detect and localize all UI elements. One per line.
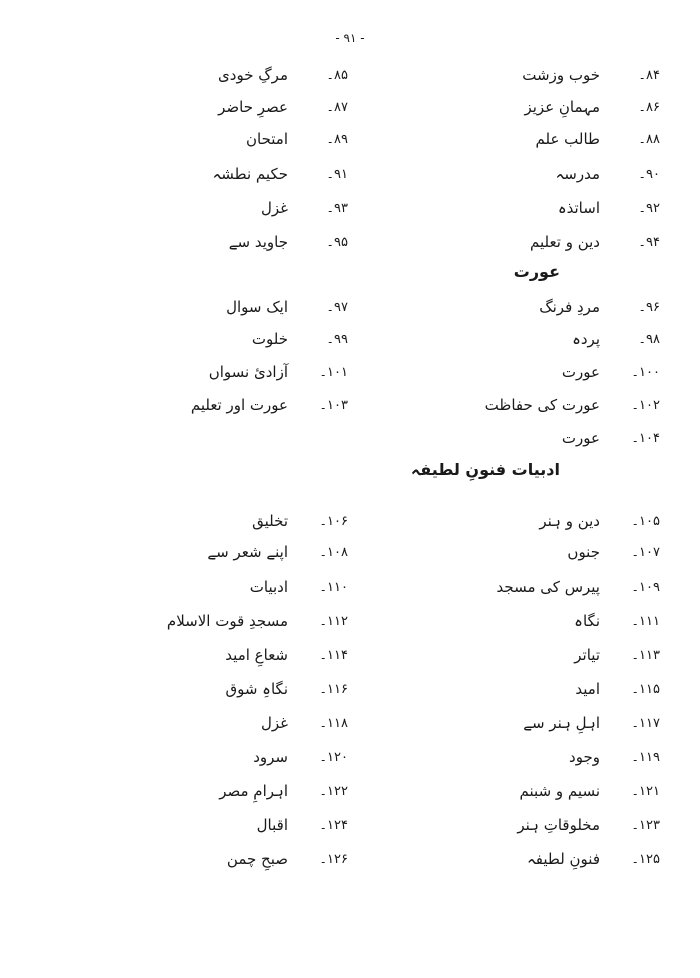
toc-entry <box>522 66 660 84</box>
toc-entry <box>562 363 660 381</box>
toc-entry <box>261 714 348 732</box>
entry-number: ۱۱۳۔ <box>631 647 660 663</box>
toc-entry <box>250 578 348 596</box>
toc-entry <box>209 363 348 381</box>
entry-title: تیاتر <box>574 646 600 664</box>
entry-title: اہرامِ مصر <box>219 782 288 800</box>
entry-title: اساتذہ <box>557 199 600 217</box>
entry-number: ۱۰۴۔ <box>631 430 660 446</box>
entry-number: ۱۰۹۔ <box>631 579 660 595</box>
entry-title: غزل <box>260 714 288 732</box>
toc-entry <box>219 782 348 800</box>
toc-entry <box>539 512 660 530</box>
entry-title: شعاعِ امید <box>225 646 288 664</box>
entry-title: امتحان <box>246 130 288 148</box>
entry-title: ایک سوال <box>226 298 288 316</box>
toc-entry <box>191 396 348 414</box>
toc-entry <box>225 646 348 664</box>
entry-number: ۹۲۔ <box>638 200 660 216</box>
toc-entry <box>261 199 348 217</box>
entry-title: صبحِ چمن <box>226 850 288 868</box>
entry-title: مہمانِ عزیز <box>524 98 600 116</box>
entry-number: ۱۱۶۔ <box>319 681 348 697</box>
entry-number: ۸۹۔ <box>326 131 348 147</box>
entry-title: عصرِ حاضر <box>218 98 288 116</box>
entry-title: پردہ <box>572 330 600 348</box>
entry-number: ۱۰۰۔ <box>631 364 660 380</box>
entry-title: تخلیق <box>252 512 288 530</box>
toc-entry <box>520 782 660 800</box>
toc-entry <box>536 130 660 148</box>
toc-entry <box>225 680 348 698</box>
entry-title: جنوں <box>567 543 600 561</box>
entry-number: ۱۱۸۔ <box>319 715 348 731</box>
section-header: ادبیات فنونِ لطیفہ <box>410 460 560 479</box>
entry-number: ۱۰۱۔ <box>319 364 348 380</box>
toc-entry <box>226 298 348 316</box>
entry-title: طالب علم <box>535 130 600 148</box>
toc-entry <box>574 646 660 664</box>
entry-number: ۱۲۳۔ <box>631 817 660 833</box>
toc-entry <box>252 330 348 348</box>
entry-number: ۱۲۰۔ <box>319 749 348 765</box>
toc-entry <box>517 816 660 834</box>
entry-title: غزل <box>260 199 288 217</box>
entry-number: ۸۶۔ <box>638 99 660 115</box>
entry-title: خوب وزشت <box>522 66 600 84</box>
entry-number: ۸۴۔ <box>638 67 660 83</box>
page-number: - ۹۱ - <box>335 31 365 45</box>
entry-title: سرود <box>253 748 288 766</box>
entry-title: وجود <box>569 748 600 766</box>
toc-entry <box>218 66 348 84</box>
toc-entry <box>218 98 348 116</box>
entry-number: ۱۲۵۔ <box>631 851 660 867</box>
entry-number: ۸۵۔ <box>326 67 348 83</box>
toc-entry <box>555 165 660 183</box>
entry-title: عورت کی حفاظت <box>484 396 600 414</box>
entry-number: ۹۰۔ <box>638 166 660 182</box>
entry-title: نگاہ <box>574 612 600 630</box>
entry-number: ۹۹۔ <box>326 331 348 347</box>
toc-entry <box>213 165 348 183</box>
toc-entry <box>572 330 660 348</box>
entry-title: حکیم نطشہ <box>212 165 288 183</box>
toc-entry <box>569 748 660 766</box>
entry-number: ۱۱۹۔ <box>631 749 660 765</box>
toc-entry <box>229 233 348 251</box>
entry-title: نسیم و شبنم <box>519 782 600 800</box>
entry-number: ۱۰۷۔ <box>631 544 660 560</box>
entry-number: ۹۱۔ <box>326 166 348 182</box>
toc-entry <box>575 680 660 698</box>
entry-number: ۹۳۔ <box>326 200 348 216</box>
entry-number: ۱۱۷۔ <box>631 715 660 731</box>
entry-number: ۹۶۔ <box>638 299 660 315</box>
entry-number: ۱۲۲۔ <box>319 783 348 799</box>
entry-number: ۱۰۵۔ <box>631 513 660 529</box>
toc-entry <box>246 130 348 148</box>
entry-title: دین و تعلیم <box>530 233 600 251</box>
entry-title: عورت <box>561 429 600 447</box>
entry-title: اقبال <box>256 816 288 834</box>
entry-title: مرگِ خودی <box>218 66 288 84</box>
toc-entry <box>527 850 660 868</box>
entry-title: خلوت <box>251 330 288 348</box>
entry-number: ۱۲۶۔ <box>319 851 348 867</box>
toc-entry <box>227 850 348 868</box>
entry-title: عورت اور تعلیم <box>190 396 288 414</box>
toc-entry <box>497 578 660 596</box>
toc-entry <box>539 298 660 316</box>
entry-title: مخلوقاتِ ہنر <box>517 816 600 834</box>
entry-title: آزادیٔ نسواں <box>208 363 288 381</box>
entry-title: مدرسہ <box>555 165 600 183</box>
entry-number: ۸۷۔ <box>326 99 348 115</box>
toc-entry <box>252 512 348 530</box>
entry-title: دین و ہنر <box>539 512 600 530</box>
entry-number: ۸۸۔ <box>638 131 660 147</box>
entry-title: امید <box>575 680 600 698</box>
toc-entry <box>253 748 348 766</box>
toc-entry <box>485 396 660 414</box>
entry-number: ۱۱۴۔ <box>319 647 348 663</box>
entry-title: مردِ فرنگ <box>539 298 600 316</box>
toc-entry <box>567 543 660 561</box>
toc-entry <box>524 98 660 116</box>
entry-title: جاوید سے <box>228 233 288 251</box>
entry-number: ۹۵۔ <box>326 234 348 250</box>
toc-entry <box>562 429 660 447</box>
section-header: عورت <box>513 262 560 281</box>
entry-title: پیرس کی مسجد <box>496 578 600 596</box>
entry-number: ۱۲۴۔ <box>319 817 348 833</box>
entry-number: ۱۰۶۔ <box>319 513 348 529</box>
toc-entry <box>530 233 660 251</box>
entry-number: ۱۱۰۔ <box>319 579 348 595</box>
entry-number: ۱۰۲۔ <box>631 397 660 413</box>
entry-number: ۱۱۲۔ <box>319 613 348 629</box>
toc-entry <box>207 543 348 561</box>
toc-entry <box>167 612 348 630</box>
entry-number: ۹۸۔ <box>638 331 660 347</box>
entry-number: ۹۴۔ <box>638 234 660 250</box>
entry-number: ۹۷۔ <box>326 299 348 315</box>
entry-number: ۱۱۵۔ <box>631 681 660 697</box>
entry-title: عورت <box>561 363 600 381</box>
entry-number: ۱۱۱۔ <box>631 613 660 629</box>
toc-entry <box>574 612 660 630</box>
entry-title: فنونِ لطیفہ <box>526 850 600 868</box>
entry-number: ۱۰۳۔ <box>319 397 348 413</box>
entry-number: ۱۲۱۔ <box>631 783 660 799</box>
entry-title: اہلِ ہنر سے <box>523 714 600 732</box>
entry-title: نگاہِ شوق <box>225 680 288 698</box>
entry-title: ادبیات <box>249 578 288 596</box>
entry-number: ۱۰۸۔ <box>319 544 348 560</box>
toc-entry <box>523 714 660 732</box>
entry-title: اپنے شعر سے <box>207 543 288 561</box>
entry-title: مسجدِ قوت الاسلام <box>166 612 288 630</box>
toc-entry <box>257 816 348 834</box>
toc-entry <box>558 199 660 217</box>
